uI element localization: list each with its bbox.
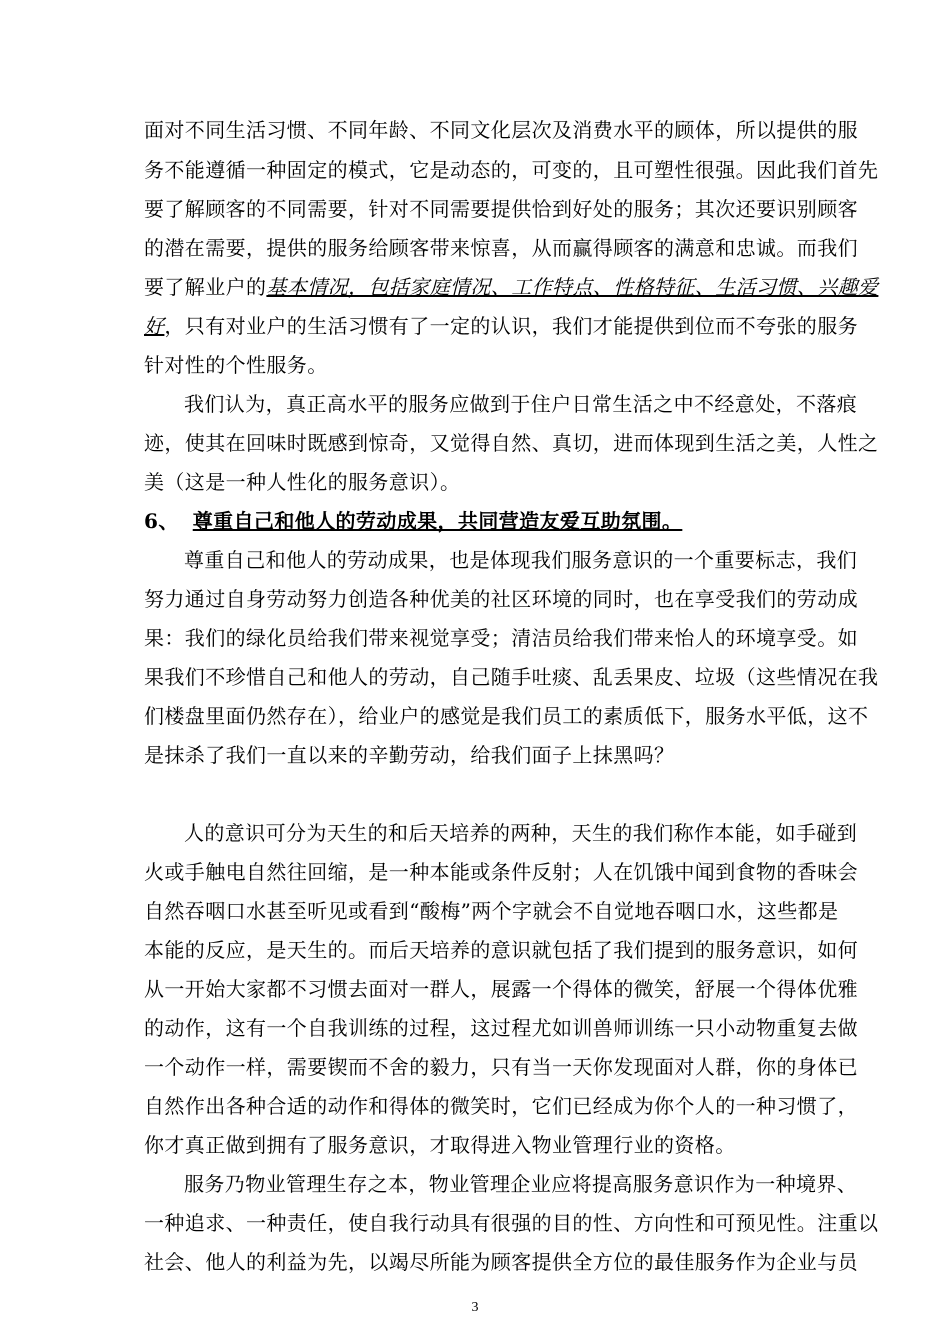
paragraph-line: 本能的反应，是天生的。而后天培养的意识就包括了我们提到的服务意识，如何	[144, 938, 858, 962]
paragraph-line: 美（这是一种人性化的服务意识）。	[144, 470, 461, 494]
plain-text: ，只有对业户的生活习惯有了一定的认识，我们才能提供到位而不夸张的服务	[164, 314, 859, 338]
paragraph-line: 自然吞咽口水甚至听见或看到“酸梅”两个字就会不自觉地吞咽口水，这些都是	[144, 899, 839, 923]
paragraph-line: 迹，使其在回味时既感到惊奇，又觉得自然、真切，进而体现到生活之美，人性之	[144, 431, 879, 455]
paragraph-line: 一种追求、一种责任，使自我行动具有很强的目的性、方向性和可预见性。注重以	[144, 1211, 879, 1235]
paragraph-line: 服务乃物业管理生存之本，物业管理企业应将提高服务意识作为一种境界、	[184, 1172, 858, 1196]
paragraph-line: 针对性的个性服务。	[144, 353, 328, 377]
paragraph-line: 火或手触电自然往回缩，是一种本能或条件反射；人在饥饿中闻到食物的香味会	[144, 860, 858, 884]
paragraph-line: 自然作出各种合适的动作和得体的微笑时，它们已经成为你个人的一种习惯了，	[144, 1094, 858, 1118]
paragraph-line: 面对不同生活习惯、不同年龄、不同文化层次及消费水平的顾体，所以提供的服	[144, 118, 858, 142]
paragraph-line: 努力通过自身劳动努力创造各种优美的社区环境的同时，也在享受我们的劳动成	[144, 587, 858, 611]
paragraph-line: 从一开始大家都不习惯去面对一群人，展露一个得体的微笑，舒展一个得体优雅	[144, 977, 858, 1001]
paragraph-line: 务不能遵循一种固定的模式，它是动态的，可变的，且可塑性很强。因此我们首先	[144, 158, 879, 182]
paragraph-line: 要了解顾客的不同需要，针对不同需要提供恰到好处的服务；其次还要识别顾客	[144, 197, 858, 221]
paragraph-line: 果我们不珍惜自己和他人的劳动，自己随手吐痰、乱丢果皮、垃圾（这些情况在我	[144, 665, 879, 689]
paragraph-line	[144, 314, 859, 338]
paragraph-line: 社会、他人的利益为先，以竭尽所能为顾客提供全方位的最佳服务作为企业与员	[144, 1250, 858, 1274]
paragraph-line: 的动作，这有一个自我训练的过程，这过程尤如训兽师训练一只小动物重复去做	[144, 1016, 858, 1040]
paragraph-line: 们楼盘里面仍然存在），给业户的感觉是我们员工的素质低下，服务水平低，这不	[144, 704, 869, 728]
heading-number: 6、	[144, 509, 179, 533]
paragraph-line	[144, 275, 879, 299]
plain-text: 要了解业户的	[144, 275, 267, 299]
paragraph-line: 一个动作一样，需要锲而不舍的毅力，只有当一天你发现面对人群，你的身体已	[144, 1055, 858, 1079]
paragraph-line: 我们认为，真正高水平的服务应做到于住户日常生活之中不经意处，不落痕	[184, 392, 858, 416]
paragraph-line: 是抹杀了我们一直以来的辛勤劳动，给我们面子上抹黑吗？	[144, 743, 675, 767]
paragraph-line: 果：我们的绿化员给我们带来视觉享受；清洁员给我们带来怡人的环境享受。如	[144, 626, 858, 650]
paragraph-line: 人的意识可分为天生的和后天培养的两种，天生的我们称作本能，如手碰到	[184, 821, 858, 845]
paragraph-line: 你才真正做到拥有了服务意识，才取得进入物业管理行业的资格。	[144, 1133, 736, 1157]
section-heading	[144, 509, 824, 533]
page-number: 3	[471, 1300, 479, 1315]
heading-text: 尊重自己和他人的劳动成果，共同营造友爱互助氛围。	[192, 509, 683, 533]
underlined-italic-text: 基本情况，包括家庭情况、工作特点、性格特征、生活习惯、兴趣爱	[266, 275, 879, 299]
underlined-italic-text: 好	[144, 314, 165, 338]
paragraph-line: 尊重自己和他人的劳动成果，也是体现我们服务意识的一个重要标志，我们	[184, 548, 858, 572]
paragraph-line: 的潜在需要，提供的服务给顾客带来惊喜，从而赢得顾客的满意和忠诚。而我们	[144, 236, 858, 260]
